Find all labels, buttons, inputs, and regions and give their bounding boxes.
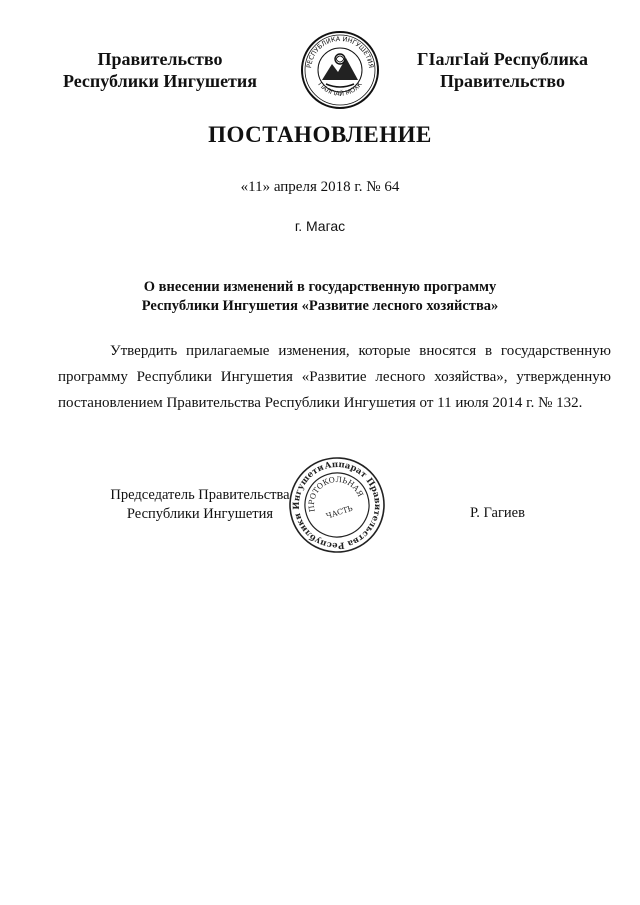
header-right (385, 48, 620, 92)
header-left-line2: Республики Ингушетия (62, 71, 258, 91)
svg-text:Аппарат Правительства Республи (287, 455, 387, 555)
document-body: Утвердить прилагаемые изменения, которые вносятся в государственную программу Республики Ингушетия «Развитие лесного хозяйства», утвержденную постановлением Правительства Республики Ингушетия от 11 июля 2014 г. № 132. (58, 343, 611, 411)
subject-line-1: О внесении изменений в государственную программу (143, 279, 497, 295)
header-left-line1: Правительство (97, 49, 223, 69)
header-right-line2: Правительство (440, 71, 565, 91)
document-date-number: «11» апреля 2018 г. № 64 (240, 179, 400, 195)
emblem-top-text: РЕСПУБЛИКА ИНГУШЕТИЯ (305, 34, 375, 69)
document-city: г. Магас (294, 218, 346, 234)
subject-line-2: Республики Ингушетия «Развитие лесного хозяйства» (141, 298, 499, 314)
emblem-icon (300, 30, 380, 110)
emblem-bottom-text: ГIАЛГIАЙ МОХК (316, 80, 364, 98)
signatory-name: Р. Гагиев (470, 505, 525, 521)
stamp-inner-line2: ЧАСТЬ (324, 503, 354, 521)
stamp-inner-line1: ПРОТОКОЛЬНАЯ (306, 474, 366, 513)
stamp-seal-icon (287, 455, 387, 555)
document-title: ПОСТАНОВЛЕНИЕ (208, 122, 432, 147)
signatory-position-line1: Председатель Правительства (110, 487, 290, 503)
stamp-outer-text: Аппарат Правительства Республики Ингушетия (291, 459, 383, 551)
signatory-position-line2: Республики Ингушетия (126, 506, 274, 522)
header-right-line1: ГIалгIай Республика (417, 49, 588, 69)
signatory-position (100, 486, 300, 524)
header-left (40, 48, 280, 92)
document-subject (60, 278, 580, 316)
